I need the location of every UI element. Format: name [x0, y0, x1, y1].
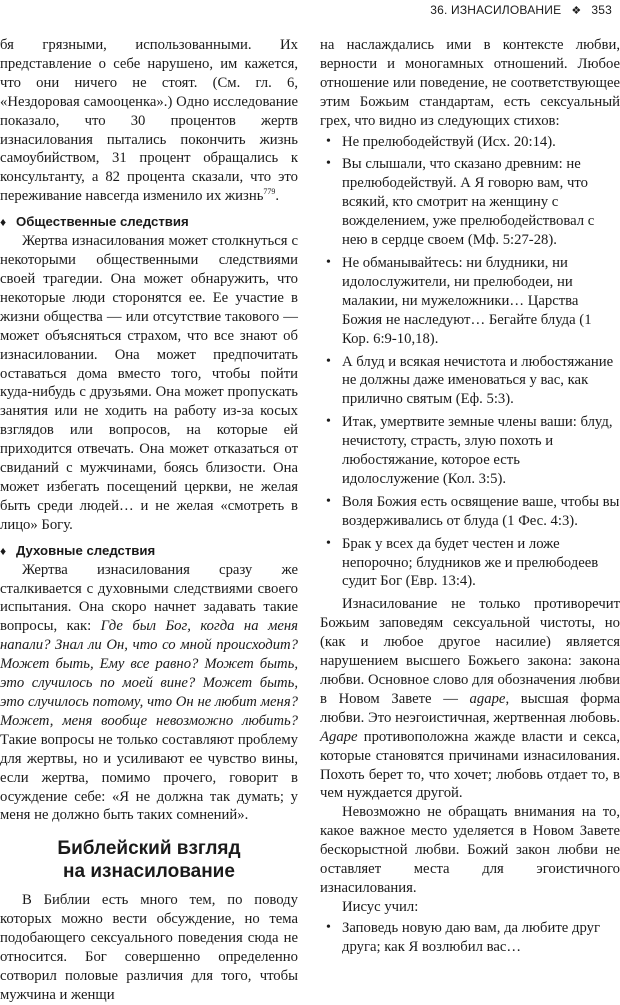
- bullet-icon: •: [326, 493, 331, 509]
- bullet-icon: •: [326, 414, 331, 430]
- diamond-bullet-icon: ♦: [0, 215, 7, 230]
- section-title: Библейский взгляд на изнасилование: [57, 838, 241, 883]
- list-item: • Заповедь новую даю вам, да любите друг друга; как Я возлюбил вас…: [326, 919, 600, 955]
- bullet-icon: •: [326, 535, 331, 551]
- running-header: [0, 0, 620, 24]
- list-item: • Не обманывайтесь: ни блудники, ни идолослужители, ни прелюбодеи, ни малакии, ни мужеложники… Царства Божия не наследуют… Бегайте блуда (1 Кор. 6:9-10,18).: [326, 254, 592, 347]
- page-number: 353: [591, 3, 612, 17]
- bullet-icon: •: [326, 919, 331, 935]
- paragraph-social: Жертва изнасилования может столкнуться с некоторыми общественными следствиями своей трагедии. Она может обнаружить, что некоторые люди сторонятся ее. Ее участие в жизни общества — или отсутствие такового — может объясняться страхом, что все знают об изнасиловании. Она может предпочитать оставаться дома вместо того, чтобы пойти куда-нибудь с друзьями. Она может пропускать занятия или не ходить на работу из-за косых взглядов или вопросов, на которые ей приходится отвечать. Она может отказаться от свиданий с мужчинами, боясь близости. Она может избегать посещений церкви, не желая быть среди людей… и не желая «смотреть в лицо» Богу.: [0, 233, 298, 533]
- right-column: [320, 36, 620, 961]
- bullet-icon: •: [326, 254, 331, 270]
- bullet-icon: •: [326, 353, 331, 369]
- list-item: • Воля Божия есть освящение ваше, чтобы вы воздерживались от блуда (1 Фес. 4:3).: [326, 493, 620, 529]
- chapter-label: 36. ИЗНАСИЛОВАНИЕ: [430, 3, 562, 17]
- list-item: • Брак у всех да будет честен и ложе непорочно; блудников же и прелюбодеев судит Бог (Евр. 13:4).: [326, 535, 599, 590]
- quote-list: [320, 919, 620, 957]
- bullet-icon: •: [326, 133, 331, 149]
- paragraph-jesus-taught: Иисус учил:: [342, 898, 419, 915]
- rhetorical-questions: Где был Бог, когда на меня напали? Знал ли Он, что со мной происходит? Может быть, Ему все равно? Может быть, это случилось по моей вине? Может быть, это случилось потому, что Он не любит меня? Может, меня вообще невозможно любить?: [0, 618, 298, 729]
- diamond-bullet-icon: ♦: [0, 543, 7, 558]
- scripture-list: [320, 133, 620, 592]
- list-item: • Не прелюбодействуй (Исх. 20:14).: [326, 133, 556, 150]
- subheading-spiritual: ♦ Духовные следствия: [0, 542, 156, 558]
- list-item: • А блуд и всякая нечистота и любостяжание не должны даже именоваться у вас, как прилично святым (Еф. 5:3).: [326, 353, 614, 408]
- paragraph-spiritual: Жертва изнасилования сразу же сталкивается с духовными следствиями своего испытания. Она скоро начнет задавать такие вопросы, как: Где был Бог, когда на меня напали? Знал ли Он, что со мной происходит? Может быть, Ему все равно? Может быть, это случилось по моей вине? Может быть, это случилось потому, что Он не любит меня? Может, меня вообще невозможно любить? Такие вопросы не только составляют проблему для жертвы, но и усиливают ее чувство вины, если жертва, помимо прочего, говорит в осуждение себе: «Я не должна так думать; у меня не должно быть таких сомнений».: [0, 561, 298, 824]
- paragraph-rape-law: Изнасилование не только противоречит Божьим заповедям сексуальной чистоты, но (как и любое другое насилие) является нарушением высшего Божьего закона: закона любви. Основное слово для обозначения любви в Новом Завете — agape, высшая форма любви. Это неэгоистичная, жертвенная любовь. Agape противоположна жажде власти и секса, которые становятся причинами изнасилования. Похоть берет то, что хочет; любовь отдает то, в чем нуждается другой.: [320, 596, 620, 802]
- list-item: • Итак, умертвите земные члены ваши: блуд, нечистоту, страсть, злую похоть и любостяжание, которое есть идолослужение (Кол. 3:5).: [326, 414, 613, 487]
- left-column: [0, 36, 298, 1005]
- bullet-icon: •: [326, 156, 331, 172]
- paragraph-continuation: на наслаждались ими в контексте любви, верности и моногамных отношений. Любое отношение или поведение, не соответствующее этим Божьим стандартам, есть сексуальный грех, что видно из следующих стихов:: [320, 37, 620, 129]
- paragraph-intro: бя грязными, использованными. Их представление о себе нарушено, им кажется, что они ничего не стоят. (См. гл. 6, «Нездоровая самооценка».) Одно исследование показало, что 30 процентов жертв изнасилования пытались покончить жизнь самоубийством, 31 процент обращались к консультанту, а 82 процента сказали, что это переживание навсегда изменило их жизнь$^{779}$.: [0, 37, 298, 205]
- paragraph-bible: В Библии есть много тем, по поводу которых можно вести обсуждение, но тема подобающего сексуального поведения сюда не относится. Бог совершенно определенно сотворил половые различия для того, чтобы мужчина и женщи: [0, 892, 298, 1003]
- footnote-ref: 779: [263, 187, 276, 197]
- subheading-social: ♦ Общественные следствия: [0, 214, 189, 230]
- list-item: • Вы слышали, что сказано древним: не прелюбодействуй. А Я говорю вам, что всякий, кто смотрит на женщину с вожделением, уже прелюбодействовал с нею в сердце своем (Мф. 5:27-28).: [326, 156, 595, 249]
- diamond-cross-icon: ❖: [571, 5, 582, 17]
- paragraph-selfless-love: Невозможно не обращать внимания на то, какое важное место уделяется в Новом Завете бескорыстной любви. Божий закон любви не оставляет места для эгоистичного изнасилования.: [320, 804, 620, 896]
